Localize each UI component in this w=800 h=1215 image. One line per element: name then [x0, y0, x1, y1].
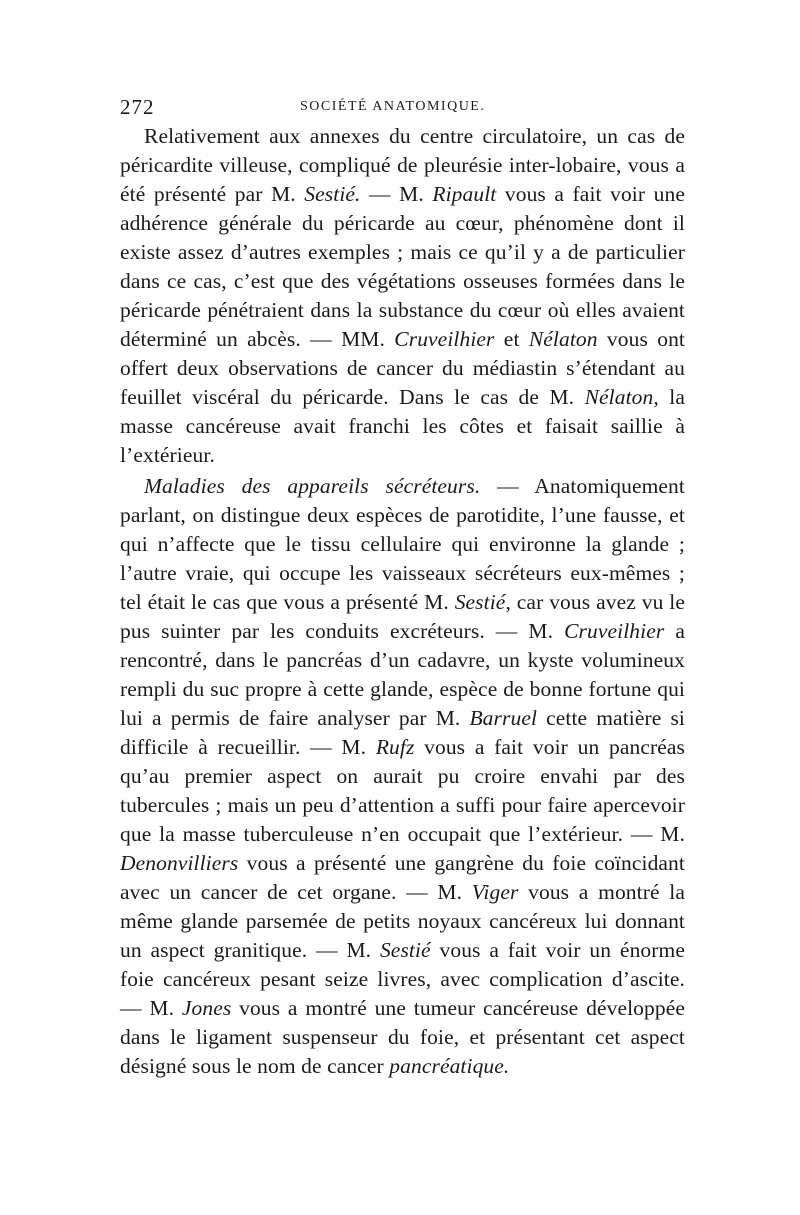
- page-header: [120, 95, 680, 119]
- paragraph-circulatory-annexes: Relativement aux annexes du centre circulatoire, un cas de péricardite villeuse, compliqué de pleurésie inter-lobaire, vous a été présenté par M. Sestié. — M. Ripault vous a fait voir une adhérence générale du péricarde au cœur, phénomène dont il existe assez d’autres exemples ; mais ce qu’il y a de particulier dans ce cas, c’est que des végétations osseuses formées dans le péricarde pénétraient dans la substance du cœur où elles avaient déterminé un abcès. — MM. Cruveilhier et Nélaton vous ont offert deux observations de cancer du médiastin s’étendant au feuillet viscéral du péricarde. Dans le cas de M. Nélaton, la masse cancéreuse avait franchi les côtes et faisait saillie à l’extérieur.: [120, 124, 685, 467]
- paragraph-secretory-organs: Maladies des appareils sécréteurs. — Anatomiquement parlant, on distingue deux espèces de parotidite, l’une fausse, et qui n’affecte que le tissu cellulaire qui environne la glande ; l’autre vraie, qui occupe les vaisseaux sécréteurs eux-mêmes ; tel était le cas que vous a présenté M. Sestié, car vous avez vu le pus suinter par les conduits excréteurs. — M. Cruveilhier a rencontré, dans le pancréas d’un cadavre, un kyste volumineux rempli du suc propre à cette glande, espèce de bonne fortune qui lui a permis de faire analyser par M. Barruel cette matière si difficile à recueillir. — M. Rufz vous a fait voir un pancréas qu’au premier aspect on aurait pu croire envahi par des tubercules ; mais un peu d’attention a suffi pour faire apercevoir que la masse tuberculeuse n’en occupait que l’extérieur. — M. Denonvilliers vous a présenté une gangrène du foie coïncidant avec un cancer de cet organe. — M. Viger vous a montré la même glande parsemée de petits noyaux cancéreux lui donnant un aspect granitique. — M. Sestié vous a fait voir un énorme foie cancéreux pesant seize livres, avec complication d’ascite. — M. Jones vous a montré une tumeur cancéreuse développée dans le ligament suspenseur du foie, et présentant cet aspect désigné sous le nom de cancer pancréatique.: [120, 474, 685, 1078]
- author-name: Sestié: [454, 590, 506, 614]
- term-italic: pancréatique.: [389, 1054, 510, 1078]
- author-name: Cruveilhier: [394, 327, 495, 351]
- page-number: 272: [120, 95, 155, 119]
- author-name: Denonvilliers: [120, 851, 239, 875]
- author-name: Sestié: [379, 938, 431, 962]
- author-name: Nélaton: [528, 327, 598, 351]
- body-text: [120, 122, 685, 1081]
- author-name: Viger: [471, 880, 519, 904]
- author-name: Jones: [181, 996, 232, 1020]
- running-head: SOCIÉTÉ ANATOMIQUE.: [300, 99, 486, 114]
- author-name: Ripault: [432, 182, 497, 206]
- author-name: Sestié.: [304, 182, 361, 206]
- author-name: Nélaton: [584, 385, 654, 409]
- section-heading: Maladies des appareils sécréteurs.: [144, 474, 481, 498]
- author-name: Rufz: [375, 735, 415, 759]
- author-name: Barruel: [469, 706, 538, 730]
- author-name: Cruveilhier: [564, 619, 665, 643]
